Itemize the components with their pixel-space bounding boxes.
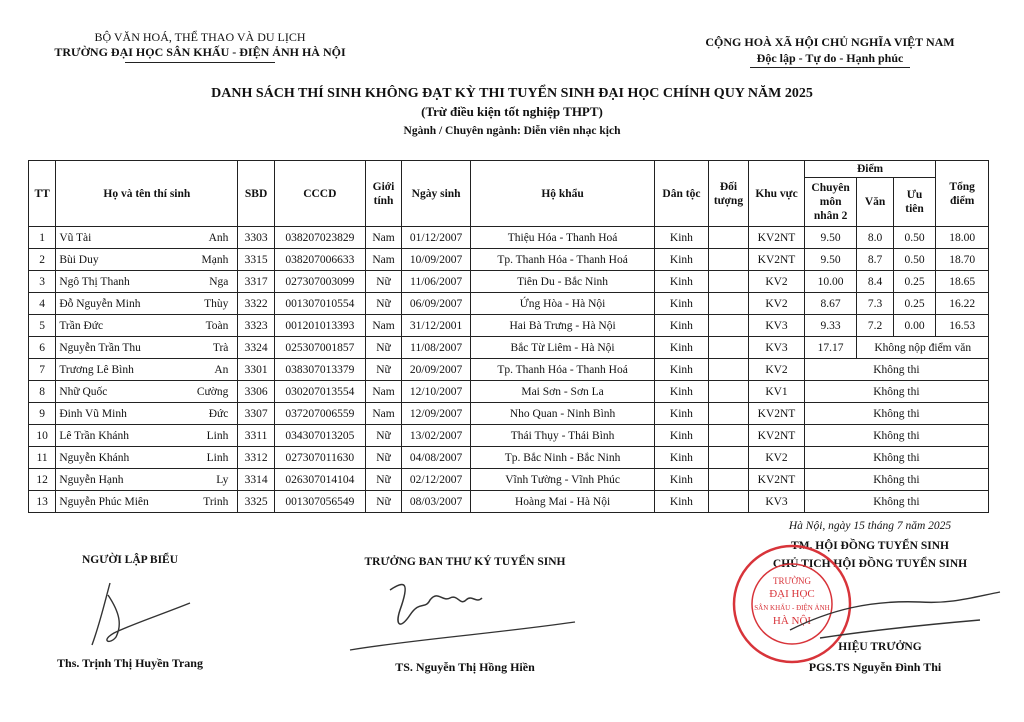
cell-dob: 12/10/2007 — [402, 381, 471, 403]
rector-role: HIỆU TRƯỞNG — [838, 641, 922, 653]
cell-tt: 12 — [29, 469, 56, 491]
motto: Độc lập - Tự do - Hạnh phúc — [756, 51, 904, 65]
cell-literature: 7.2 — [857, 315, 893, 337]
cell-region: KV3 — [749, 337, 805, 359]
th-cccd: CCCD — [274, 161, 365, 227]
th-dob: Ngày sinh — [402, 161, 471, 227]
last-name: Đinh Vũ Minh — [59, 407, 127, 420]
cell-total: 16.22 — [936, 293, 989, 315]
cell-tt: 4 — [29, 293, 56, 315]
first-name: Toàn — [205, 319, 229, 332]
cell-target — [708, 469, 748, 491]
cell-ethnicity: Kinh — [655, 447, 709, 469]
cell-cccd: 027307011630 — [274, 447, 365, 469]
cell-target — [708, 227, 748, 249]
cell-ethnicity: Kinh — [655, 271, 709, 293]
table-row — [29, 227, 989, 249]
cell-ethnicity: Kinh — [655, 469, 709, 491]
last-name: Trần Đức — [59, 319, 104, 332]
cell-region: KV2NT — [749, 469, 805, 491]
cell-tt: 11 — [29, 447, 56, 469]
cell-cccd: 001307056549 — [274, 491, 365, 513]
cell-ethnicity: Kinh — [655, 491, 709, 513]
cell-cccd: 001307010554 — [274, 293, 365, 315]
first-name: Mạnh — [201, 253, 229, 266]
first-name: Linh — [206, 429, 229, 442]
cell-gender: Nam — [365, 381, 401, 403]
th-total: Tổng điểm — [936, 161, 989, 227]
preparer-name: Ths. Trịnh Thị Huyền Trang — [57, 656, 203, 670]
cell-sbd: 3322 — [238, 293, 274, 315]
cell-target — [708, 425, 748, 447]
cell-total: 18.65 — [936, 271, 989, 293]
cell-region: KV2 — [749, 271, 805, 293]
cell-region: KV3 — [749, 315, 805, 337]
cell-tt: 7 — [29, 359, 56, 381]
table-row — [29, 491, 989, 513]
first-name: Thùy — [204, 297, 229, 310]
cell-total: 16.53 — [936, 315, 989, 337]
cell-cccd: 034307013205 — [274, 425, 365, 447]
th-literature: Văn — [857, 178, 893, 227]
cell-hometown: Tp. Thanh Hóa - Thanh Hoá — [471, 359, 655, 381]
cell-gender: Nam — [365, 403, 401, 425]
th-sbd: SBD — [238, 161, 274, 227]
cell-literature: 8.0 — [857, 227, 893, 249]
cell-sbd: 3311 — [238, 425, 274, 447]
cell-name — [56, 227, 238, 249]
table-body — [29, 227, 989, 513]
cell-cccd: 038307013379 — [274, 359, 365, 381]
cell-hometown: Thái Thụy - Thái Bình — [471, 425, 655, 447]
cell-hometown: Tiên Du - Bắc Ninh — [471, 271, 655, 293]
cell-tt: 8 — [29, 381, 56, 403]
secretary-role: TRƯỞNG BAN THƯ KÝ TUYỂN SINH — [364, 556, 566, 568]
cell-region: KV2NT — [749, 403, 805, 425]
council-role-1: TM. HỘI ĐỒNG TUYỂN SINH — [791, 540, 949, 552]
table-row — [29, 403, 989, 425]
cell-target — [708, 271, 748, 293]
cell-note: Không thi — [804, 425, 988, 447]
th-ethnicity: Dân tộc — [655, 161, 709, 227]
cell-sbd: 3317 — [238, 271, 274, 293]
cell-target — [708, 491, 748, 513]
cell-target — [708, 249, 748, 271]
cell-sbd: 3301 — [238, 359, 274, 381]
last-name: Vũ Tài — [59, 231, 92, 244]
rector-name: PGS.TS Nguyễn Đình Thi — [808, 660, 942, 674]
first-name: Trinh — [203, 495, 229, 508]
cell-sbd: 3307 — [238, 403, 274, 425]
cell-name — [56, 249, 238, 271]
cell-major2: 17.17 — [804, 337, 857, 359]
cell-sbd: 3312 — [238, 447, 274, 469]
cell-hometown: Bắc Từ Liêm - Hà Nội — [471, 337, 655, 359]
cell-target — [708, 315, 748, 337]
cell-hometown: Mai Sơn - Sơn La — [471, 381, 655, 403]
cell-tt: 9 — [29, 403, 56, 425]
university-name: TRƯỜNG ĐẠI HỌC SÂN KHẤU - ĐIỆN ẢNH HÀ NỘI — [54, 45, 346, 59]
preparer-role: NGƯỜI LẬP BIỂU — [81, 554, 179, 566]
cell-dob: 06/09/2007 — [402, 293, 471, 315]
stamp-line-3: SÂN KHẤU - ĐIỆN ẢNH — [754, 604, 830, 612]
cell-priority: 0.50 — [893, 227, 935, 249]
cell-name — [56, 337, 238, 359]
motto-underline — [750, 67, 910, 68]
cell-target — [708, 403, 748, 425]
cell-ethnicity: Kinh — [655, 337, 709, 359]
last-name: Lê Trần Khánh — [59, 429, 129, 442]
cell-region: KV2 — [749, 447, 805, 469]
cell-tt: 5 — [29, 315, 56, 337]
cell-dob: 13/02/2007 — [402, 425, 471, 447]
republic-name: CỘNG HOÀ XÃ HỘI CHỦ NGHĨA VIỆT NAM — [705, 35, 955, 49]
cell-region: KV2NT — [749, 227, 805, 249]
last-name: Nhữ Quốc — [59, 385, 108, 398]
cell-cccd: 026307014104 — [274, 469, 365, 491]
cell-priority: 0.25 — [893, 271, 935, 293]
cell-ethnicity: Kinh — [655, 359, 709, 381]
cell-major2: 9.50 — [804, 227, 857, 249]
cell-target — [708, 359, 748, 381]
cell-ethnicity: Kinh — [655, 315, 709, 337]
document-title: DANH SÁCH THÍ SINH KHÔNG ĐẠT KỲ THI TUYỂN SINH ĐẠI HỌC CHÍNH QUY NĂM 2025 — [211, 86, 813, 101]
cell-cccd: 037207006559 — [274, 403, 365, 425]
cell-hometown: Tp. Thanh Hóa - Thanh Hoá — [471, 249, 655, 271]
first-name: Ly — [216, 473, 229, 486]
cell-priority: 0.25 — [893, 293, 935, 315]
last-name: Nguyễn Phúc Miên — [59, 495, 149, 508]
header-right — [660, 34, 1000, 68]
cell-dob: 08/03/2007 — [402, 491, 471, 513]
stamp-line-1: TRƯỜNG — [773, 576, 811, 586]
first-name: An — [214, 363, 229, 376]
last-name: Nguyễn Trần Thu — [59, 341, 141, 354]
cell-literature: 8.4 — [857, 271, 893, 293]
rector-signature — [780, 580, 1010, 650]
cell-name — [56, 381, 238, 403]
cell-ethnicity: Kinh — [655, 249, 709, 271]
th-tt: TT — [29, 161, 56, 227]
cell-cccd: 025307001857 — [274, 337, 365, 359]
cell-target — [708, 381, 748, 403]
cell-region: KV3 — [749, 491, 805, 513]
cell-name — [56, 359, 238, 381]
th-name: Họ và tên thí sinh — [56, 161, 238, 227]
cell-gender: Nữ — [365, 337, 401, 359]
cell-dob: 20/09/2007 — [402, 359, 471, 381]
cell-target — [708, 337, 748, 359]
cell-region: KV2NT — [749, 425, 805, 447]
council-role-2: CHỦ TỊCH HỘI ĐỒNG TUYỂN SINH — [772, 558, 968, 570]
cell-cccd: 001201013393 — [274, 315, 365, 337]
cell-ethnicity: Kinh — [655, 425, 709, 447]
cell-ethnicity: Kinh — [655, 227, 709, 249]
cell-target — [708, 293, 748, 315]
cell-sbd: 3323 — [238, 315, 274, 337]
stamp-line-2: ĐẠI HỌC — [769, 588, 815, 600]
last-name: Nguyễn Hạnh — [59, 473, 124, 486]
table-row — [29, 359, 989, 381]
cell-total: 18.70 — [936, 249, 989, 271]
cell-region: KV1 — [749, 381, 805, 403]
cell-note: Không thi — [804, 381, 988, 403]
table-row — [29, 315, 989, 337]
cell-tt: 13 — [29, 491, 56, 513]
table-row — [29, 293, 989, 315]
candidate-table — [28, 160, 989, 513]
cell-tt: 6 — [29, 337, 56, 359]
th-hometown: Hộ khẩu — [471, 161, 655, 227]
table-row — [29, 447, 989, 469]
first-name: Trà — [212, 341, 229, 354]
cell-gender: Nữ — [365, 293, 401, 315]
cell-hometown: Ứng Hòa - Hà Nội — [471, 293, 655, 315]
cell-note: Không thi — [804, 447, 988, 469]
cell-tt: 1 — [29, 227, 56, 249]
cell-name — [56, 293, 238, 315]
cell-region: KV2 — [749, 293, 805, 315]
cell-hometown: Vĩnh Tường - Vĩnh Phúc — [471, 469, 655, 491]
cell-sbd: 3324 — [238, 337, 274, 359]
cell-hometown: Thiệu Hóa - Thanh Hoá — [471, 227, 655, 249]
cell-major2: 9.50 — [804, 249, 857, 271]
cell-sbd: 3303 — [238, 227, 274, 249]
cell-ethnicity: Kinh — [655, 403, 709, 425]
date-line: Hà Nội, ngày 15 tháng 7 năm 2025 — [788, 520, 952, 532]
stamp-line-4: HÀ NỘI — [772, 615, 812, 627]
cell-dob: 02/12/2007 — [402, 469, 471, 491]
cell-gender: Nam — [365, 227, 401, 249]
th-region: Khu vực — [749, 161, 805, 227]
cell-note: Không thi — [804, 403, 988, 425]
cell-name — [56, 447, 238, 469]
cell-name — [56, 491, 238, 513]
cell-priority: 0.50 — [893, 249, 935, 271]
cell-literature: 7.3 — [857, 293, 893, 315]
cell-name — [56, 271, 238, 293]
cell-name — [56, 315, 238, 337]
cell-dob: 11/08/2007 — [402, 337, 471, 359]
cell-region: KV2NT — [749, 249, 805, 271]
cell-dob: 11/06/2007 — [402, 271, 471, 293]
th-target: Đối tượng — [708, 161, 748, 227]
secretary-name: TS. Nguyễn Thị Hồng Hiền — [395, 660, 535, 674]
cell-literature: 8.7 — [857, 249, 893, 271]
cell-gender: Nữ — [365, 271, 401, 293]
table-row — [29, 249, 989, 271]
cell-cccd: 027307003099 — [274, 271, 365, 293]
header-left — [30, 30, 370, 63]
first-name: Cường — [196, 385, 229, 398]
cell-tt: 3 — [29, 271, 56, 293]
cell-gender: Nam — [365, 249, 401, 271]
th-major2: Chuyên môn nhân 2 — [804, 178, 857, 227]
document-subtitle: (Trừ điều kiện tốt nghiệp THPT) — [421, 104, 603, 119]
cell-note: Không thi — [804, 491, 988, 513]
th-gender: Giới tính — [365, 161, 401, 227]
cell-dob: 04/08/2007 — [402, 447, 471, 469]
cell-region: KV2 — [749, 359, 805, 381]
cell-major2: 8.67 — [804, 293, 857, 315]
th-score-group: Điểm — [804, 161, 935, 178]
cell-dob: 10/09/2007 — [402, 249, 471, 271]
cell-note: Không thi — [804, 469, 988, 491]
cell-sbd: 3314 — [238, 469, 274, 491]
cell-total: 18.00 — [936, 227, 989, 249]
ministry-name: BỘ VĂN HOÁ, THỂ THAO VÀ DU LỊCH — [94, 30, 306, 44]
preparer-signature — [70, 575, 210, 655]
cell-sbd: 3315 — [238, 249, 274, 271]
cell-sbd: 3306 — [238, 381, 274, 403]
last-name: Bùi Duy — [59, 253, 99, 266]
cell-cccd: 038207006633 — [274, 249, 365, 271]
cell-dob: 12/09/2007 — [402, 403, 471, 425]
cell-ethnicity: Kinh — [655, 293, 709, 315]
table-row — [29, 271, 989, 293]
cell-cccd: 038207023829 — [274, 227, 365, 249]
secretary-signature — [330, 570, 590, 660]
cell-note: Không thi — [804, 359, 988, 381]
cell-gender: Nữ — [365, 425, 401, 447]
cell-target — [708, 447, 748, 469]
cell-gender: Nữ — [365, 447, 401, 469]
cell-major2: 9.33 — [804, 315, 857, 337]
table-row — [29, 337, 989, 359]
cell-gender: Nam — [365, 315, 401, 337]
table-row — [29, 425, 989, 447]
cell-major2: 10.00 — [804, 271, 857, 293]
cell-hometown: Nho Quan - Ninh Bình — [471, 403, 655, 425]
cell-gender: Nữ — [365, 359, 401, 381]
first-name: Linh — [206, 451, 229, 464]
cell-name — [56, 469, 238, 491]
last-name: Đỗ Nguyễn Minh — [59, 297, 141, 310]
cell-hometown: Hoàng Mai - Hà Nội — [471, 491, 655, 513]
last-name: Trương Lê Bình — [59, 363, 134, 376]
cell-tt: 10 — [29, 425, 56, 447]
header-underline — [125, 62, 275, 63]
last-name: Nguyễn Khánh — [59, 451, 130, 464]
table-row — [29, 469, 989, 491]
cell-priority: 0.00 — [893, 315, 935, 337]
cell-hometown: Hai Bà Trưng - Hà Nội — [471, 315, 655, 337]
major-line: Ngành / Chuyên ngành: Diễn viên nhạc kịch — [403, 125, 621, 137]
table-row — [29, 381, 989, 403]
cell-sbd: 3325 — [238, 491, 274, 513]
first-name: Nga — [209, 275, 229, 288]
th-priority: Ưu tiên — [893, 178, 935, 227]
cell-note: Không nộp điểm văn — [857, 337, 989, 359]
cell-cccd: 030207013554 — [274, 381, 365, 403]
cell-gender: Nữ — [365, 491, 401, 513]
cell-dob: 01/12/2007 — [402, 227, 471, 249]
first-name: Anh — [208, 231, 229, 244]
cell-dob: 31/12/2001 — [402, 315, 471, 337]
cell-gender: Nữ — [365, 469, 401, 491]
cell-tt: 2 — [29, 249, 56, 271]
cell-name — [56, 403, 238, 425]
last-name: Ngô Thị Thanh — [59, 275, 130, 288]
cell-ethnicity: Kinh — [655, 381, 709, 403]
cell-hometown: Tp. Bắc Ninh - Bắc Ninh — [471, 447, 655, 469]
cell-name — [56, 425, 238, 447]
first-name: Đức — [208, 407, 229, 420]
